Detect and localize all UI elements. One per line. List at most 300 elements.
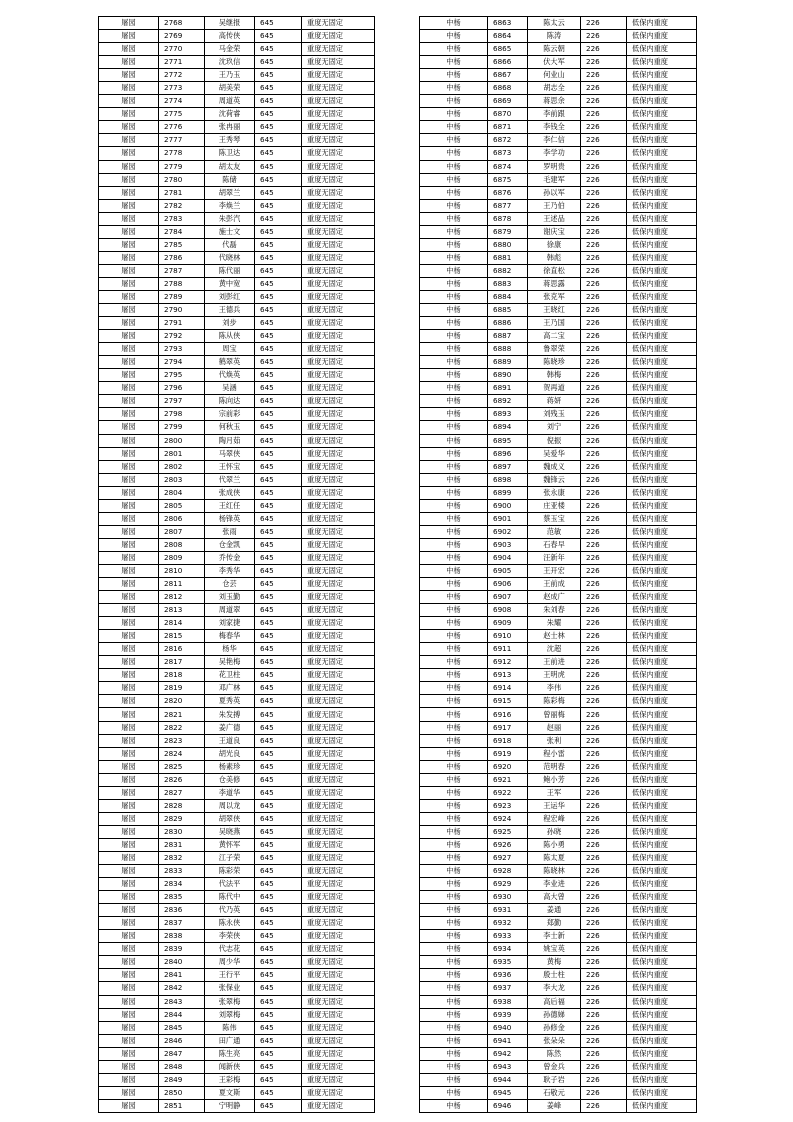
region-cell: 屠园 bbox=[99, 734, 159, 747]
region-cell: 屠园 bbox=[99, 356, 159, 369]
amount-cell: 645 bbox=[255, 343, 302, 356]
table-row bbox=[420, 134, 697, 147]
name-cell: 何秋玉 bbox=[205, 421, 255, 434]
type-cell: 重度无固定 bbox=[302, 356, 375, 369]
name-cell: 仓美修 bbox=[205, 773, 255, 786]
type-cell: 重度无固定 bbox=[302, 186, 375, 199]
name-cell: 孙晓 bbox=[528, 825, 581, 838]
number-cell: 2793 bbox=[159, 343, 205, 356]
number-cell: 6890 bbox=[488, 369, 528, 382]
amount-cell: 645 bbox=[255, 330, 302, 343]
table-row bbox=[420, 82, 697, 95]
number-cell: 2840 bbox=[159, 956, 205, 969]
number-cell: 6911 bbox=[488, 643, 528, 656]
name-cell: 代翠兰 bbox=[205, 473, 255, 486]
name-cell: 徐康 bbox=[528, 238, 581, 251]
table-row bbox=[420, 838, 697, 851]
type-cell: 低保内重度 bbox=[627, 199, 697, 212]
name-cell: 王红任 bbox=[205, 499, 255, 512]
table-row bbox=[99, 799, 375, 812]
type-cell: 重度无固定 bbox=[302, 682, 375, 695]
region-cell: 中杨 bbox=[420, 290, 488, 303]
region-cell: 屠园 bbox=[99, 225, 159, 238]
type-cell: 低保内重度 bbox=[627, 251, 697, 264]
number-cell: 6920 bbox=[488, 760, 528, 773]
region-cell: 中杨 bbox=[420, 512, 488, 525]
amount-cell: 226 bbox=[581, 656, 627, 669]
table-row bbox=[420, 343, 697, 356]
table-row bbox=[99, 878, 375, 891]
amount-cell: 645 bbox=[255, 1008, 302, 1021]
amount-cell: 226 bbox=[581, 460, 627, 473]
name-cell: 曾金兵 bbox=[528, 1060, 581, 1073]
name-cell: 闻新侠 bbox=[205, 1060, 255, 1073]
name-cell: 曾丽梅 bbox=[528, 708, 581, 721]
number-cell: 6893 bbox=[488, 408, 528, 421]
name-cell: 陈彩荣 bbox=[205, 865, 255, 878]
table-row bbox=[420, 865, 697, 878]
type-cell: 重度无固定 bbox=[302, 734, 375, 747]
number-cell: 6896 bbox=[488, 447, 528, 460]
type-cell: 重度无固定 bbox=[302, 395, 375, 408]
name-cell: 陶月茹 bbox=[205, 434, 255, 447]
table-row bbox=[420, 30, 697, 43]
region-cell: 屠园 bbox=[99, 852, 159, 865]
amount-cell: 645 bbox=[255, 982, 302, 995]
name-cell: 李伟 bbox=[528, 682, 581, 695]
type-cell: 重度无固定 bbox=[302, 95, 375, 108]
region-cell: 中杨 bbox=[420, 17, 488, 30]
number-cell: 6880 bbox=[488, 238, 528, 251]
amount-cell: 226 bbox=[581, 30, 627, 43]
table-row bbox=[99, 721, 375, 734]
region-cell: 屠园 bbox=[99, 1060, 159, 1073]
region-cell: 屠园 bbox=[99, 1099, 159, 1112]
table-row bbox=[420, 473, 697, 486]
name-cell: 王乃伯 bbox=[528, 199, 581, 212]
type-cell: 低保内重度 bbox=[627, 630, 697, 643]
region-cell: 屠园 bbox=[99, 656, 159, 669]
name-cell: 刘家捷 bbox=[205, 617, 255, 630]
amount-cell: 645 bbox=[255, 30, 302, 43]
number-cell: 6888 bbox=[488, 343, 528, 356]
type-cell: 低保内重度 bbox=[627, 669, 697, 682]
amount-cell: 645 bbox=[255, 1060, 302, 1073]
name-cell: 陈晓林 bbox=[528, 865, 581, 878]
region-cell: 中杨 bbox=[420, 317, 488, 330]
name-cell: 程小雷 bbox=[528, 747, 581, 760]
amount-cell: 645 bbox=[255, 290, 302, 303]
type-cell: 低保内重度 bbox=[627, 708, 697, 721]
name-cell: 吴艳梅 bbox=[205, 656, 255, 669]
amount-cell: 645 bbox=[255, 695, 302, 708]
region-cell: 中杨 bbox=[420, 499, 488, 512]
table-row bbox=[99, 956, 375, 969]
region-cell: 屠园 bbox=[99, 251, 159, 264]
type-cell: 低保内重度 bbox=[627, 682, 697, 695]
amount-cell: 645 bbox=[255, 108, 302, 121]
table-row bbox=[99, 695, 375, 708]
name-cell: 范明春 bbox=[528, 760, 581, 773]
name-cell: 朱发搏 bbox=[205, 708, 255, 721]
region-cell: 中杨 bbox=[420, 708, 488, 721]
name-cell: 朱耀 bbox=[528, 617, 581, 630]
table-row bbox=[420, 708, 697, 721]
region-cell: 屠园 bbox=[99, 56, 159, 69]
table-row bbox=[99, 473, 375, 486]
amount-cell: 226 bbox=[581, 617, 627, 630]
type-cell: 低保内重度 bbox=[627, 943, 697, 956]
number-cell: 6865 bbox=[488, 43, 528, 56]
number-cell: 2812 bbox=[159, 591, 205, 604]
table-row bbox=[99, 512, 375, 525]
region-cell: 屠园 bbox=[99, 695, 159, 708]
amount-cell: 645 bbox=[255, 264, 302, 277]
amount-cell: 645 bbox=[255, 682, 302, 695]
name-cell: 伏大军 bbox=[528, 56, 581, 69]
table-row bbox=[99, 943, 375, 956]
name-cell: 王运华 bbox=[528, 799, 581, 812]
name-cell: 乔传金 bbox=[205, 551, 255, 564]
name-cell: 朱刘春 bbox=[528, 604, 581, 617]
amount-cell: 226 bbox=[581, 1099, 627, 1112]
amount-cell: 226 bbox=[581, 917, 627, 930]
amount-cell: 645 bbox=[255, 277, 302, 290]
region-cell: 屠园 bbox=[99, 173, 159, 186]
region-cell: 屠园 bbox=[99, 969, 159, 982]
region-cell: 中杨 bbox=[420, 682, 488, 695]
number-cell: 2844 bbox=[159, 1008, 205, 1021]
region-cell: 屠园 bbox=[99, 1086, 159, 1099]
type-cell: 低保内重度 bbox=[627, 825, 697, 838]
amount-cell: 645 bbox=[255, 747, 302, 760]
amount-cell: 645 bbox=[255, 499, 302, 512]
name-cell: 李前跟 bbox=[528, 108, 581, 121]
type-cell: 低保内重度 bbox=[627, 369, 697, 382]
name-cell: 陈涛 bbox=[528, 30, 581, 43]
name-cell: 王晓红 bbox=[528, 304, 581, 317]
table-row bbox=[99, 708, 375, 721]
amount-cell: 645 bbox=[255, 708, 302, 721]
name-cell: 刘翠梅 bbox=[205, 1008, 255, 1021]
type-cell: 低保内重度 bbox=[627, 604, 697, 617]
number-cell: 2795 bbox=[159, 369, 205, 382]
name-cell: 王秀琴 bbox=[205, 134, 255, 147]
region-cell: 中杨 bbox=[420, 969, 488, 982]
table-row bbox=[420, 617, 697, 630]
type-cell: 重度无固定 bbox=[302, 1047, 375, 1060]
region-cell: 屠园 bbox=[99, 982, 159, 995]
type-cell: 低保内重度 bbox=[627, 917, 697, 930]
type-cell: 重度无固定 bbox=[302, 317, 375, 330]
name-cell: 孙德娣 bbox=[528, 1008, 581, 1021]
amount-cell: 645 bbox=[255, 1073, 302, 1086]
name-cell: 沈玖信 bbox=[205, 56, 255, 69]
region-cell: 中杨 bbox=[420, 747, 488, 760]
number-cell: 2851 bbox=[159, 1099, 205, 1112]
region-cell: 中杨 bbox=[420, 1086, 488, 1099]
type-cell: 低保内重度 bbox=[627, 564, 697, 577]
type-cell: 重度无固定 bbox=[302, 160, 375, 173]
table-row bbox=[99, 369, 375, 382]
amount-cell: 226 bbox=[581, 395, 627, 408]
name-cell: 吴继报 bbox=[205, 17, 255, 30]
amount-cell: 226 bbox=[581, 304, 627, 317]
region-cell: 屠园 bbox=[99, 799, 159, 812]
number-cell: 2847 bbox=[159, 1047, 205, 1060]
region-cell: 中杨 bbox=[420, 669, 488, 682]
name-cell: 汪新年 bbox=[528, 551, 581, 564]
region-cell: 屠园 bbox=[99, 591, 159, 604]
type-cell: 重度无固定 bbox=[302, 825, 375, 838]
type-cell: 重度无固定 bbox=[302, 486, 375, 499]
type-cell: 低保内重度 bbox=[627, 656, 697, 669]
type-cell: 重度无固定 bbox=[302, 69, 375, 82]
left-table bbox=[98, 16, 375, 1113]
amount-cell: 645 bbox=[255, 1047, 302, 1060]
name-cell: 姜通 bbox=[528, 904, 581, 917]
name-cell: 胡志全 bbox=[528, 82, 581, 95]
name-cell: 施士文 bbox=[205, 225, 255, 238]
number-cell: 2848 bbox=[159, 1060, 205, 1073]
name-cell: 王乃玉 bbox=[205, 69, 255, 82]
number-cell: 6909 bbox=[488, 617, 528, 630]
number-cell: 6946 bbox=[488, 1099, 528, 1112]
table-row bbox=[99, 682, 375, 695]
number-cell: 6871 bbox=[488, 121, 528, 134]
region-cell: 屠园 bbox=[99, 564, 159, 577]
amount-cell: 645 bbox=[255, 473, 302, 486]
name-cell: 仓金凯 bbox=[205, 538, 255, 551]
region-cell: 屠园 bbox=[99, 825, 159, 838]
type-cell: 重度无固定 bbox=[302, 173, 375, 186]
type-cell: 重度无固定 bbox=[302, 30, 375, 43]
type-cell: 低保内重度 bbox=[627, 786, 697, 799]
table-row bbox=[99, 421, 375, 434]
name-cell: 蒋妍 bbox=[528, 395, 581, 408]
table-row bbox=[99, 747, 375, 760]
amount-cell: 645 bbox=[255, 617, 302, 630]
table-row bbox=[420, 212, 697, 225]
number-cell: 2794 bbox=[159, 356, 205, 369]
name-cell: 陈太云 bbox=[528, 17, 581, 30]
amount-cell: 226 bbox=[581, 199, 627, 212]
table-row bbox=[420, 69, 697, 82]
table-row bbox=[420, 1086, 697, 1099]
name-cell: 张保业 bbox=[205, 982, 255, 995]
region-cell: 屠园 bbox=[99, 551, 159, 564]
region-cell: 屠园 bbox=[99, 134, 159, 147]
table-row bbox=[420, 408, 697, 421]
table-row bbox=[99, 121, 375, 134]
name-cell: 王怀宝 bbox=[205, 460, 255, 473]
amount-cell: 645 bbox=[255, 147, 302, 160]
amount-cell: 226 bbox=[581, 343, 627, 356]
amount-cell: 226 bbox=[581, 1047, 627, 1060]
number-cell: 6934 bbox=[488, 943, 528, 956]
amount-cell: 226 bbox=[581, 525, 627, 538]
table-row bbox=[420, 290, 697, 303]
amount-cell: 645 bbox=[255, 721, 302, 734]
type-cell: 重度无固定 bbox=[302, 43, 375, 56]
type-cell: 重度无固定 bbox=[302, 578, 375, 591]
name-cell: 马金荣 bbox=[205, 43, 255, 56]
region-cell: 中杨 bbox=[420, 173, 488, 186]
name-cell: 王道良 bbox=[205, 734, 255, 747]
type-cell: 重度无固定 bbox=[302, 695, 375, 708]
name-cell: 刘残玉 bbox=[528, 408, 581, 421]
name-cell: 李大龙 bbox=[528, 982, 581, 995]
table-row bbox=[420, 95, 697, 108]
name-cell: 高二宝 bbox=[528, 330, 581, 343]
region-cell: 中杨 bbox=[420, 917, 488, 930]
region-cell: 屠园 bbox=[99, 538, 159, 551]
number-cell: 6919 bbox=[488, 747, 528, 760]
type-cell: 低保内重度 bbox=[627, 69, 697, 82]
number-cell: 6918 bbox=[488, 734, 528, 747]
region-cell: 中杨 bbox=[420, 434, 488, 447]
table-row bbox=[420, 773, 697, 786]
region-cell: 中杨 bbox=[420, 982, 488, 995]
type-cell: 重度无固定 bbox=[302, 290, 375, 303]
type-cell: 低保内重度 bbox=[627, 499, 697, 512]
region-cell: 屠园 bbox=[99, 304, 159, 317]
name-cell: 朱彭汽 bbox=[205, 212, 255, 225]
amount-cell: 226 bbox=[581, 447, 627, 460]
region-cell: 屠园 bbox=[99, 95, 159, 108]
table-row bbox=[99, 825, 375, 838]
region-cell: 屠园 bbox=[99, 604, 159, 617]
region-cell: 屠园 bbox=[99, 277, 159, 290]
table-row bbox=[99, 69, 375, 82]
amount-cell: 226 bbox=[581, 264, 627, 277]
number-cell: 2773 bbox=[159, 82, 205, 95]
number-cell: 6878 bbox=[488, 212, 528, 225]
type-cell: 重度无固定 bbox=[302, 956, 375, 969]
region-cell: 屠园 bbox=[99, 512, 159, 525]
name-cell: 罗明贵 bbox=[528, 160, 581, 173]
number-cell: 2834 bbox=[159, 878, 205, 891]
table-row bbox=[99, 17, 375, 30]
table-row bbox=[99, 317, 375, 330]
type-cell: 重度无固定 bbox=[302, 421, 375, 434]
name-cell: 花卫柱 bbox=[205, 669, 255, 682]
amount-cell: 645 bbox=[255, 578, 302, 591]
amount-cell: 226 bbox=[581, 512, 627, 525]
name-cell: 孙以军 bbox=[528, 186, 581, 199]
amount-cell: 226 bbox=[581, 499, 627, 512]
type-cell: 低保内重度 bbox=[627, 434, 697, 447]
table-row bbox=[99, 982, 375, 995]
amount-cell: 226 bbox=[581, 734, 627, 747]
name-cell: 张朵朵 bbox=[528, 1034, 581, 1047]
name-cell: 胡翠侠 bbox=[205, 812, 255, 825]
type-cell: 重度无固定 bbox=[302, 721, 375, 734]
type-cell: 低保内重度 bbox=[627, 695, 697, 708]
type-cell: 重度无固定 bbox=[302, 747, 375, 760]
number-cell: 6929 bbox=[488, 878, 528, 891]
number-cell: 2839 bbox=[159, 943, 205, 956]
table-row bbox=[420, 604, 697, 617]
region-cell: 中杨 bbox=[420, 382, 488, 395]
type-cell: 重度无固定 bbox=[302, 995, 375, 1008]
name-cell: 陈云朝 bbox=[528, 43, 581, 56]
amount-cell: 645 bbox=[255, 525, 302, 538]
table-row bbox=[420, 225, 697, 238]
region-cell: 中杨 bbox=[420, 773, 488, 786]
amount-cell: 226 bbox=[581, 173, 627, 186]
region-cell: 屠园 bbox=[99, 186, 159, 199]
type-cell: 低保内重度 bbox=[627, 134, 697, 147]
table-row bbox=[420, 1021, 697, 1034]
name-cell: 张翠梅 bbox=[205, 995, 255, 1008]
region-cell: 中杨 bbox=[420, 591, 488, 604]
region-cell: 屠园 bbox=[99, 786, 159, 799]
table-row bbox=[99, 1099, 375, 1112]
amount-cell: 226 bbox=[581, 773, 627, 786]
number-cell: 2831 bbox=[159, 838, 205, 851]
type-cell: 重度无固定 bbox=[302, 199, 375, 212]
region-cell: 中杨 bbox=[420, 995, 488, 1008]
type-cell: 重度无固定 bbox=[302, 473, 375, 486]
table-row bbox=[420, 825, 697, 838]
amount-cell: 226 bbox=[581, 747, 627, 760]
region-cell: 屠园 bbox=[99, 434, 159, 447]
number-cell: 6882 bbox=[488, 264, 528, 277]
number-cell: 6901 bbox=[488, 512, 528, 525]
amount-cell: 645 bbox=[255, 160, 302, 173]
type-cell: 低保内重度 bbox=[627, 30, 697, 43]
type-cell: 重度无固定 bbox=[302, 17, 375, 30]
region-cell: 屠园 bbox=[99, 708, 159, 721]
name-cell: 李秀华 bbox=[205, 564, 255, 577]
name-cell: 石敬元 bbox=[528, 1086, 581, 1099]
name-cell: 姜广德 bbox=[205, 721, 255, 734]
amount-cell: 226 bbox=[581, 121, 627, 134]
type-cell: 低保内重度 bbox=[627, 95, 697, 108]
name-cell: 鹤翠英 bbox=[205, 356, 255, 369]
table-row bbox=[99, 1021, 375, 1034]
type-cell: 重度无固定 bbox=[302, 525, 375, 538]
type-cell: 重度无固定 bbox=[302, 343, 375, 356]
table-row bbox=[420, 1047, 697, 1060]
name-cell: 王行平 bbox=[205, 969, 255, 982]
table-row bbox=[99, 865, 375, 878]
type-cell: 重度无固定 bbox=[302, 304, 375, 317]
table-row bbox=[420, 421, 697, 434]
number-cell: 2774 bbox=[159, 95, 205, 108]
number-cell: 6913 bbox=[488, 669, 528, 682]
table-row bbox=[99, 773, 375, 786]
table-row bbox=[99, 669, 375, 682]
name-cell: 刘宁 bbox=[528, 421, 581, 434]
amount-cell: 226 bbox=[581, 695, 627, 708]
amount-cell: 645 bbox=[255, 447, 302, 460]
name-cell: 王军 bbox=[528, 786, 581, 799]
type-cell: 重度无固定 bbox=[302, 604, 375, 617]
name-cell: 周宝 bbox=[205, 343, 255, 356]
number-cell: 2822 bbox=[159, 721, 205, 734]
table-row bbox=[99, 617, 375, 630]
amount-cell: 226 bbox=[581, 1060, 627, 1073]
region-cell: 中杨 bbox=[420, 212, 488, 225]
region-cell: 中杨 bbox=[420, 369, 488, 382]
region-cell: 中杨 bbox=[420, 121, 488, 134]
type-cell: 低保内重度 bbox=[627, 956, 697, 969]
table-row bbox=[420, 486, 697, 499]
table-row bbox=[420, 656, 697, 669]
amount-cell: 645 bbox=[255, 669, 302, 682]
